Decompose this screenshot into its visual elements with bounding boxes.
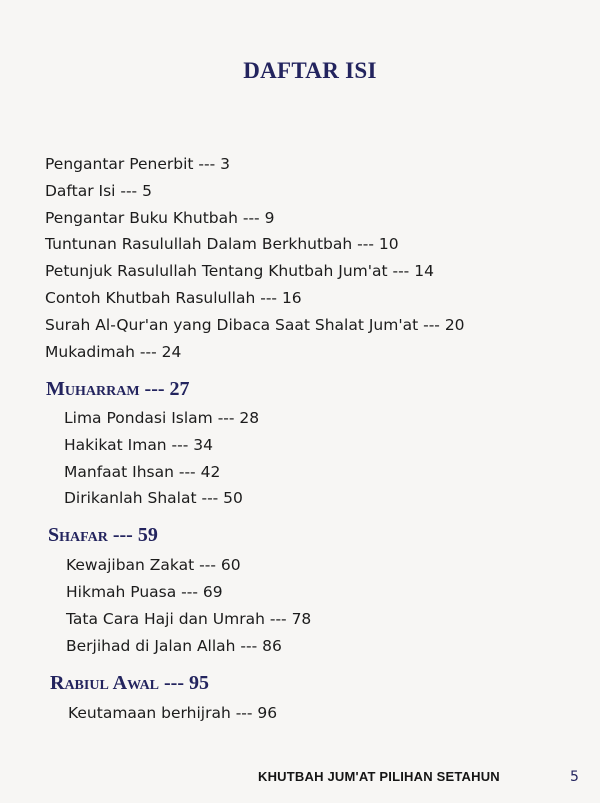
toc-entry[interactable]: Surah Al-Qur'an yang Dibaca Saat Shalat Jum'at --- 20 bbox=[45, 316, 465, 334]
toc-entry[interactable]: Pengantar Buku Khutbah --- 9 bbox=[45, 209, 275, 227]
section-heading[interactable]: Shafar --- 59 bbox=[48, 524, 158, 546]
footer-book-title: KHUTBAH JUM'AT PILIHAN SETAHUN bbox=[258, 769, 500, 784]
footer-page-number: 5 bbox=[570, 769, 579, 785]
toc-entry[interactable]: Lima Pondasi Islam --- 28 bbox=[64, 409, 260, 427]
toc-entry[interactable]: Hakikat Iman --- 34 bbox=[64, 436, 213, 454]
toc-entry[interactable]: Kewajiban Zakat --- 60 bbox=[66, 556, 241, 574]
section-heading[interactable]: Rabiul Awal --- 95 bbox=[50, 672, 210, 694]
toc-entry[interactable]: Mukadimah --- 24 bbox=[45, 343, 182, 361]
toc-entry[interactable]: Berjihad di Jalan Allah --- 86 bbox=[66, 637, 282, 655]
toc-entry[interactable]: Pengantar Penerbit --- 3 bbox=[45, 155, 230, 173]
section-heading[interactable]: Muharram --- 27 bbox=[46, 378, 190, 400]
page-title: DAFTAR ISI bbox=[243, 58, 377, 83]
toc-entry[interactable]: Tata Cara Haji dan Umrah --- 78 bbox=[66, 610, 312, 628]
toc-entry[interactable]: Daftar Isi --- 5 bbox=[45, 182, 152, 200]
toc-entry[interactable]: Hikmah Puasa --- 69 bbox=[66, 583, 223, 601]
toc-entry[interactable]: Petunjuk Rasulullah Tentang Khutbah Jum'at --- 14 bbox=[45, 262, 434, 280]
toc-entry[interactable]: Contoh Khutbah Rasulullah --- 16 bbox=[45, 289, 302, 307]
toc-entry[interactable]: Dirikanlah Shalat --- 50 bbox=[64, 489, 243, 507]
toc-entry[interactable]: Tuntunan Rasulullah Dalam Berkhutbah --- 10 bbox=[45, 235, 399, 253]
toc-entry[interactable]: Manfaat Ihsan --- 42 bbox=[64, 463, 221, 481]
toc-entry[interactable]: Keutamaan berhijrah --- 96 bbox=[68, 704, 278, 722]
